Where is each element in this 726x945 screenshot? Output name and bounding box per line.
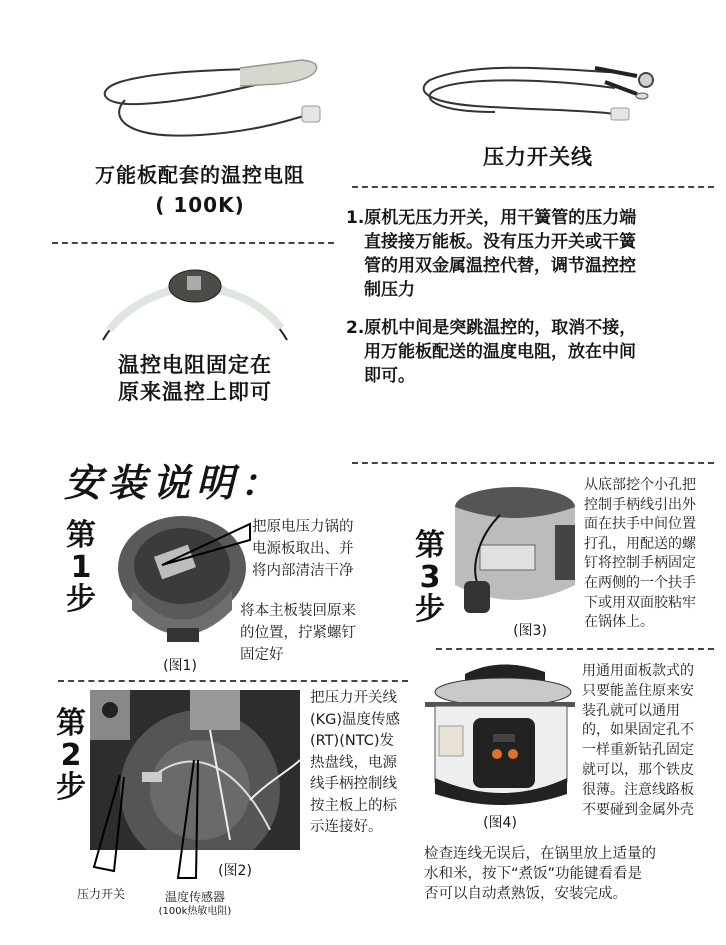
- thermistor-caption-line1: 万能板配套的温控电阻: [95, 163, 305, 187]
- step-text-line: 的位置，拧紧螺钉: [240, 625, 356, 641]
- note-1: [346, 206, 726, 302]
- divider-top-right: [352, 186, 714, 188]
- callout-pointer-pressure: [90, 775, 130, 875]
- note-2-line: 用万能板配送的温度电阻，放在中间: [364, 342, 636, 362]
- step-text-line: 很薄。注意线路板: [582, 781, 694, 798]
- step-text-line: 装孔就可以通用: [582, 702, 680, 719]
- note-1-line: 制压力: [364, 280, 415, 300]
- step-text-line: 把原电压力锅的: [252, 519, 354, 535]
- divider-step-3: [436, 648, 714, 650]
- thermistor-wire-image: [80, 40, 340, 140]
- step-text-line: 把压力开关线: [310, 690, 397, 706]
- final-line: 否可以自动煮熟饭，安装完成。: [424, 886, 627, 902]
- note-1-line: 管的用双金属温控代替，调节温控控: [364, 256, 636, 276]
- step-text-line: 打孔，用配送的螺: [584, 535, 696, 552]
- step-text-line: 示连接好。: [310, 819, 383, 835]
- step-text-line: 按主板上的标: [310, 797, 397, 814]
- pressure-switch-wire-image: [415, 50, 655, 130]
- divider-top-left: [52, 242, 334, 244]
- install-title: 安装说明：: [64, 460, 285, 505]
- step-text-line: 下或用双面胶粘牢: [584, 594, 696, 611]
- step-4-text: [582, 662, 694, 820]
- step-3-label: [413, 530, 447, 626]
- figure-1-caption: (图1): [163, 658, 197, 674]
- note-2: [346, 316, 726, 388]
- figure-2-caption: (图2): [218, 863, 252, 879]
- step-1-label: [64, 520, 98, 616]
- note-1-line: 1.原机无压力开关，用干簧管的压力端: [346, 208, 637, 228]
- step-text-line: 电源板取出、并: [252, 541, 354, 557]
- note-2-line: 即可。: [364, 366, 415, 386]
- callout-sensor-label: 温度传感器: [164, 890, 225, 904]
- thermostat-caption-line1: 温控电阻固定在: [118, 353, 272, 377]
- step-text-line: 控制手柄线引出外: [584, 496, 696, 513]
- callout-sensor-note: (100k热敏电阻): [158, 906, 232, 917]
- thermistor-caption: [60, 160, 340, 220]
- step-text-line: 热盘线，电源: [310, 754, 397, 771]
- step-label-char: 第: [415, 528, 445, 563]
- thermostat-caption: [80, 352, 310, 406]
- step-3-text: [584, 476, 696, 633]
- step-text-line: 不要碰到金属外壳: [582, 801, 694, 818]
- step-text-line: 面在扶手中间位置: [584, 516, 696, 533]
- step-text-line: 从底部挖个小孔把: [584, 477, 696, 493]
- note-2-line: 2.原机中间是突跳温控的，取消不接，: [346, 318, 637, 338]
- divider-mid-right: [352, 462, 714, 464]
- step-text-line: 将本主板装回原来: [240, 603, 356, 619]
- figure-4-image: [425, 658, 575, 808]
- step-label-char: 步: [415, 592, 445, 627]
- thermistor-caption-line2: ( 100K): [155, 193, 245, 217]
- divider-step-1: [58, 680, 408, 682]
- step-text-line: 就可以，那个铁皮: [582, 761, 694, 778]
- final-instructions: [424, 844, 656, 904]
- step-text-line: 在锅体上。: [584, 614, 654, 631]
- figure-3-caption: (图3): [513, 623, 547, 639]
- step-label-char: 第: [66, 518, 96, 553]
- step-text-line: 线手柄控制线: [310, 776, 397, 792]
- callout-pointer-sensor: [174, 760, 204, 880]
- thermostat-caption-line2: 原来温控上即可: [118, 380, 272, 404]
- final-line: 水和米，按下“煮饭”功能键看看是: [424, 866, 643, 882]
- figure-1-image: [112, 510, 252, 650]
- step-text-line: (RT)(NTC)发: [310, 733, 394, 749]
- step-1-text-b: [240, 600, 356, 666]
- step-text-line: 将内部清洁干净: [252, 563, 354, 579]
- step-text-line: 在两侧的一个扶手: [584, 574, 696, 591]
- thermostat-image: [95, 262, 295, 342]
- step-label-char: 步: [56, 770, 86, 805]
- step-2-label: [54, 708, 88, 804]
- step-text-line: 只要能盖住原来安: [582, 682, 694, 699]
- step-label-char: 3: [419, 560, 441, 595]
- step-text-line: (KG)温度传感: [310, 711, 401, 728]
- step-1-text-a: [252, 516, 354, 582]
- figure-4-caption: (图4): [483, 815, 517, 831]
- callout-pressure-label: 压力开关: [76, 887, 125, 901]
- step-label-char: 第: [56, 706, 86, 741]
- step-text-line: 钉将控制手柄固定: [584, 555, 696, 572]
- final-line: 检查连线无误后，在锅里放上适量的: [424, 846, 656, 862]
- figure-3-image: [450, 485, 580, 615]
- step-text-line: 用通用面板款式的: [582, 663, 694, 679]
- step-label-char: 2: [60, 738, 82, 773]
- step-label-char: 步: [66, 582, 96, 617]
- step-text-line: 一样重新钻孔固定: [582, 742, 694, 759]
- pressure-switch-caption: 压力开关线: [483, 145, 593, 169]
- step-text-line: 的，如果固定孔不: [582, 722, 694, 739]
- step-text-line: 固定好: [240, 647, 284, 663]
- step-label-char: 1: [70, 550, 92, 585]
- step-2-text: [310, 688, 400, 839]
- note-1-line: 直接接万能板。没有压力开关或干簧: [364, 232, 636, 252]
